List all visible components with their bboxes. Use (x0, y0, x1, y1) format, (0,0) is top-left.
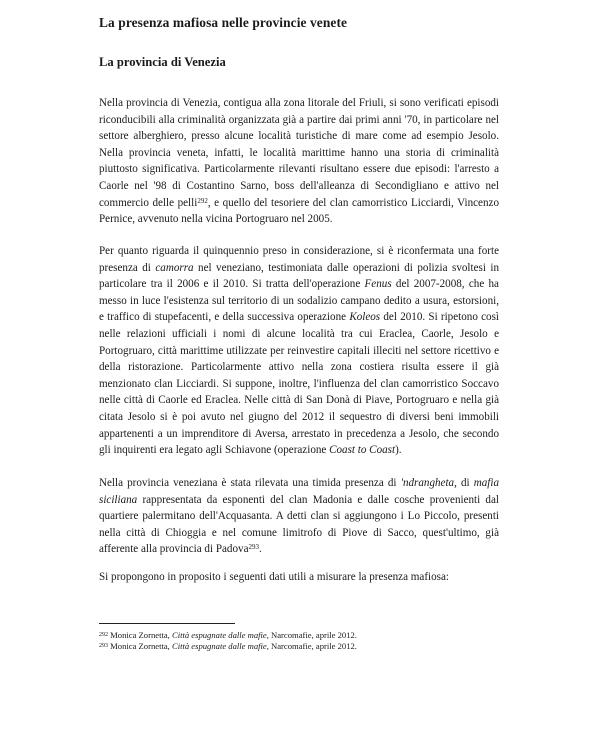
emphasis-term: Koleos (349, 311, 381, 324)
paragraph-text: del 2010. Si ripetono così nelle relazioni ufficiali i nomi di alcune località tra cui Eraclea, Caorle, Jesolo e Portogruaro, città marittime utilizzate per reinvestire capitali illeciti nel settore ricettivo e della ristorazione. Particolarmente attivo nella zona costiera risulta essere il già menzionato clan Licciardi. Si suppone, inoltre, l'influenza del clan camorristico Soccavo nelle città di Caorle ed Eraclea. Nelle città di San Donà di Piave, Portogruaro e nella già citata Jesolo si è poi avuto nel giugno del 2012 il sequestro di diversi beni immobili appartenenti a un imprenditore di Aversa, arrestato in precedenza a Jesolo, che secondo gli inquirenti era legato agli Schiavone (operazione (99, 311, 499, 457)
paragraph-text: Per quanto riguarda il quinquennio preso in considerazione, si è riconfermata una forte presenza di (99, 245, 499, 274)
footnote-number: 293 (99, 643, 108, 649)
paragraph-text: , di (454, 477, 474, 489)
footnote-ref-293[interactable]: 293 (248, 543, 259, 552)
paragraph-text: Si propongono in proposito i seguenti dati utili a misurare la presenza mafiosa: (99, 571, 449, 583)
footnote-work-title: Città espugnate dalle mafie (171, 641, 267, 651)
paragraph-4 (99, 569, 499, 586)
page-title: La presenza mafiosa nelle provincie venete (99, 15, 348, 30)
paragraph-text: Nella provincia di Venezia, contigua alla zona litorale del Friuli, si sono verificati episodi riconducibili alla criminalità organizzata già a partire dai primi anni '70, in particolare nel settore alberghiero, presso alcune località turistiche di mare come ad esempio Jesolo. Nella provincia veneta, infatti, le località marittime hanno una storia di criminalità piuttosto significativa. Particolarmente rilevanti risultano essere due episodi: l'arresto a Caorle nel '98 di Costantino Sarno, boss dell'alleanza di Secondigliano e attivo nel commercio delle pelli (99, 97, 499, 209)
paragraph-text: ). (395, 444, 402, 457)
paragraph-text: , e quello del tesoriere del clan camorristico Licciardi, Vincenzo Pernice, avvenuto nella vicina Portogruaro nel 2005. (99, 196, 499, 226)
emphasis-term: 'ndrangheta (400, 477, 455, 489)
paragraph-text: nel veneziano, testimoniata dalle operazioni di polizia svoltesi in particolare tra il 2006 e il 2010. Si tratta dell'operazione (99, 261, 499, 291)
paragraph-3 (99, 475, 499, 558)
footnote-number: 292 (99, 632, 108, 638)
emphasis-term: Coast to Coast (329, 444, 396, 457)
emphasis-term: camorra (155, 261, 194, 274)
footnote-source: , Narcomafie, aprile 2012. (266, 641, 357, 651)
emphasis-term: Fenus (364, 278, 392, 291)
paragraph-text: . (259, 543, 262, 556)
footnote-separator (99, 623, 235, 624)
emphasis-term: mafia siciliana (99, 477, 499, 506)
paragraph-text: del 2007-2008, che ha messo in luce l'esistenza sul territorio di un sodalizio campano dedito a usura, estorsioni, e traffico di stupefacenti, e della successiva operazione (99, 278, 499, 324)
section-heading: La provincia di Venezia (99, 55, 226, 69)
paragraph-text: Nella provincia veneziana è stata rilevata una timida presenza di (99, 477, 401, 489)
footnote-ref-292[interactable]: 292 (197, 196, 208, 205)
footnote-author: Monica Zornetta, (110, 630, 172, 640)
paragraph-2 (99, 243, 499, 459)
footnote-work-title: Città espugnate dalle mafie (171, 630, 267, 640)
footnote-293 (99, 641, 519, 652)
footnote-292 (99, 630, 519, 641)
footnote-author: Monica Zornetta, (110, 641, 172, 651)
footnote-source: , Narcomafie, aprile 2012. (266, 630, 357, 640)
paragraph-1 (99, 95, 499, 228)
paragraph-text: rappresentata da esponenti del clan Madonia e dalle cosche provenienti dal quartiere palermitano dell'Acquasanta. A detti clan si aggiungono i Lo Piccolo, presenti nella città di Chioggia e nel comune limitrofo di Piove di Sacco, quest'ultimo, già afferente alla provincia di Padova (99, 493, 499, 556)
